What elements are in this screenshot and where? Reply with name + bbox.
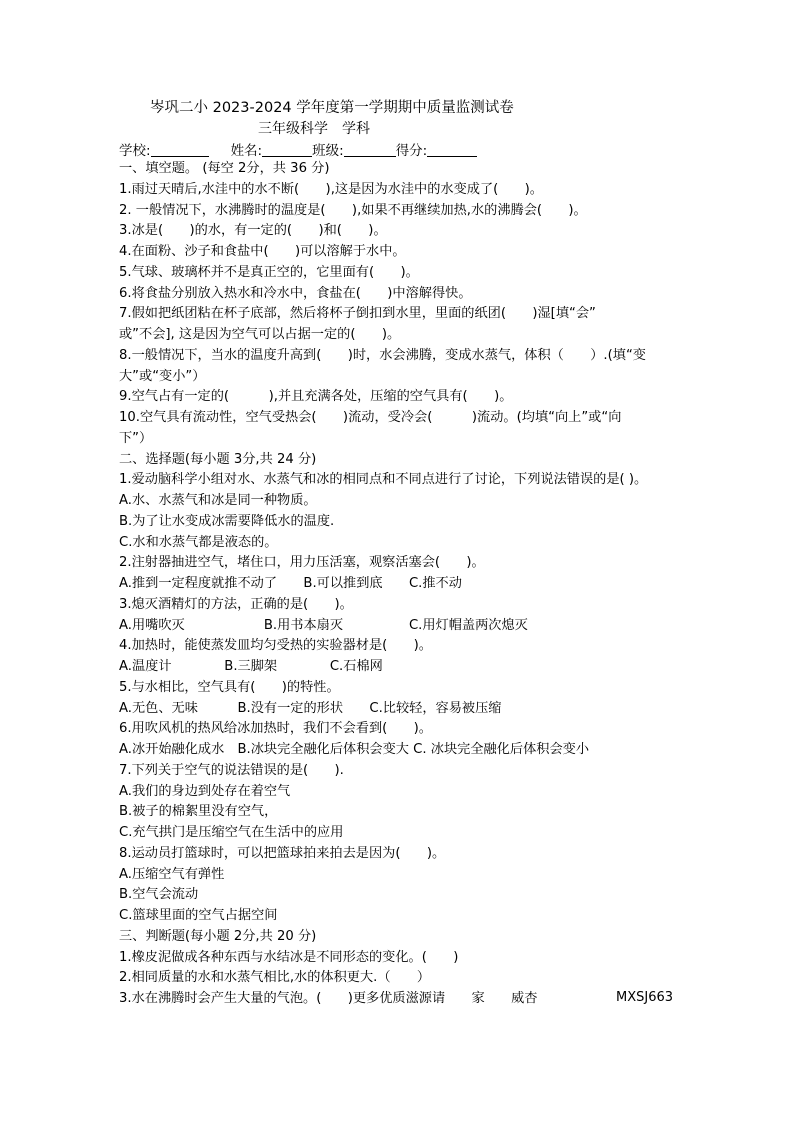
- school-blank: [151, 142, 209, 157]
- watermark-code: MXSJ663: [616, 990, 674, 1005]
- exam-line: C.水和水蒸气都是液态的。: [119, 534, 278, 550]
- exam-line: 1.雨过天晴后,水洼中的水不断( ),这是因为水洼中的水变成了( )。: [119, 181, 543, 197]
- score-label: 得分:: [395, 143, 428, 159]
- exam-line: B.空气会流动: [119, 887, 199, 903]
- exam-line: A.我们的身边到处存在着空气: [119, 783, 291, 799]
- exam-line: 3.熄灭酒精灯的方法，正确的是( )。: [119, 596, 353, 612]
- exam-line: B.被子的棉絮里没有空气，: [119, 804, 278, 820]
- exam-line: 二、选择题(每小题 3分,共 24 分): [119, 451, 317, 467]
- name-label: 姓名:: [230, 143, 263, 159]
- exam-line: 9.空气占有一定的( ),并且充满各处，压缩的空气具有( )。: [119, 389, 513, 405]
- exam-line: 或”不会], 这是因为空气可以占据一定的( )。: [119, 327, 401, 342]
- exam-line: 4.加热时，能使蒸发皿均匀受热的实验器材是( )。: [119, 638, 432, 654]
- exam-line: B.为了让水变成冰需要降低水的温度.: [119, 513, 335, 529]
- school-label: 学校:: [119, 143, 151, 159]
- exam-line: A.冰开始融化成水 B.冰块完全融化后体积会变大 C. 冰块完全融化后体积会变小: [119, 742, 590, 757]
- exam-line: 2. 一般情况下，水沸腾时的温度是( ),如果不再继续加热,水的沸腾会( )。: [119, 202, 587, 218]
- exam-line: 一、填空题。 (每空 2分，共 36 分): [119, 161, 330, 176]
- exam-line: 2.注射器抽进空气，堵住口，用力压活塞，观察活塞会( )。: [119, 555, 485, 571]
- exam-line: A.温度计 B.三脚架 C.石棉网: [119, 659, 383, 674]
- exam-line: A.推到一定程度就推不动了 B.可以推到底 C.推不动: [119, 576, 462, 591]
- exam-line: C.充气拱门是压缩空气在生活中的应用: [119, 825, 344, 840]
- exam-line: 6.将食盐分别放入热水和冷水中，食盐在( )中溶解得快。: [119, 285, 472, 301]
- student-info-row: [119, 139, 477, 159]
- exam-line: C.篮球里面的空气占据空间: [119, 908, 278, 923]
- exam-line: 8.运动员打篮球时，可以把篮球拍来拍去是因为( )。: [119, 845, 446, 861]
- exam-line: 8.一般情况下，当水的温度升高到( )时，水会沸腾，变成水蒸气，体积（ ）.(填“变: [119, 347, 646, 363]
- exam-title: 岑巩二小 2023-2024 学年度第一学期期中质量监测试卷: [150, 100, 514, 116]
- exam-line: 3.冰是( )的水，有一定的( )和( )。: [119, 223, 387, 239]
- exam-line: A.压缩空气有弹性: [119, 866, 225, 882]
- class-blank: [344, 142, 396, 157]
- exam-line: 5.气球、玻璃杯并不是真正空的，它里面有( )。: [119, 264, 419, 280]
- exam-line: 下”）: [119, 430, 153, 446]
- class-label: 班级:: [312, 143, 344, 159]
- exam-line: A.无色、无味 B.没有一定的形状 C.比较轻，容易被压缩: [119, 700, 502, 716]
- exam-line: 7.假如把纸团粘在杯子底部，然后将杯子倒扣到水里，里面的纸团( )湿[填“会”: [119, 306, 596, 322]
- exam-line: 1.爱动脑科学小组对水、水蒸气和冰的相同点和不同点进行了讨论，下列说法错误的是( )。: [119, 472, 648, 488]
- exam-line: 5.与水相比，空气具有( )的特性。: [119, 679, 340, 695]
- exam-line: A.用嘴吹灭 B.用书本扇灭 C.用灯帽盖两次熄灭: [119, 617, 528, 633]
- exam-line: 7.下列关于空气的说法错误的是( ).: [119, 762, 344, 778]
- exam-subtitle: 三年级科学 学科: [258, 121, 370, 137]
- exam-line: 3.水在沸腾时会产生大量的气泡。( )更多优质滋源请 家 威杏: [119, 991, 538, 1006]
- score-blank: [427, 142, 477, 157]
- exam-line: 10.空气具有流动性，空气受热会( )流动，受冷会( )流动。(均填“向上”或“向: [119, 410, 622, 425]
- name-blank: [262, 142, 312, 157]
- exam-line: 4.在面粉、沙子和食盐中( )可以溶解于水中。: [119, 244, 406, 259]
- exam-line: A.水、水蒸气和冰是同一种物质。: [119, 493, 317, 508]
- exam-line: 2.相同质量的水和水蒸气相比,水的体积更大.（ ）: [119, 970, 431, 986]
- exam-line: 三、判断题(每小题 2分,共 20 分): [119, 928, 317, 944]
- exam-line: 6.用吹风机的热风给冰加热时，我们不会看到( )。: [119, 721, 432, 737]
- exam-line: 1.橡皮泥做成各种东西与水结冰是不同形态的变化。( ): [119, 949, 459, 965]
- exam-line: 大”或“变小”）: [119, 368, 206, 384]
